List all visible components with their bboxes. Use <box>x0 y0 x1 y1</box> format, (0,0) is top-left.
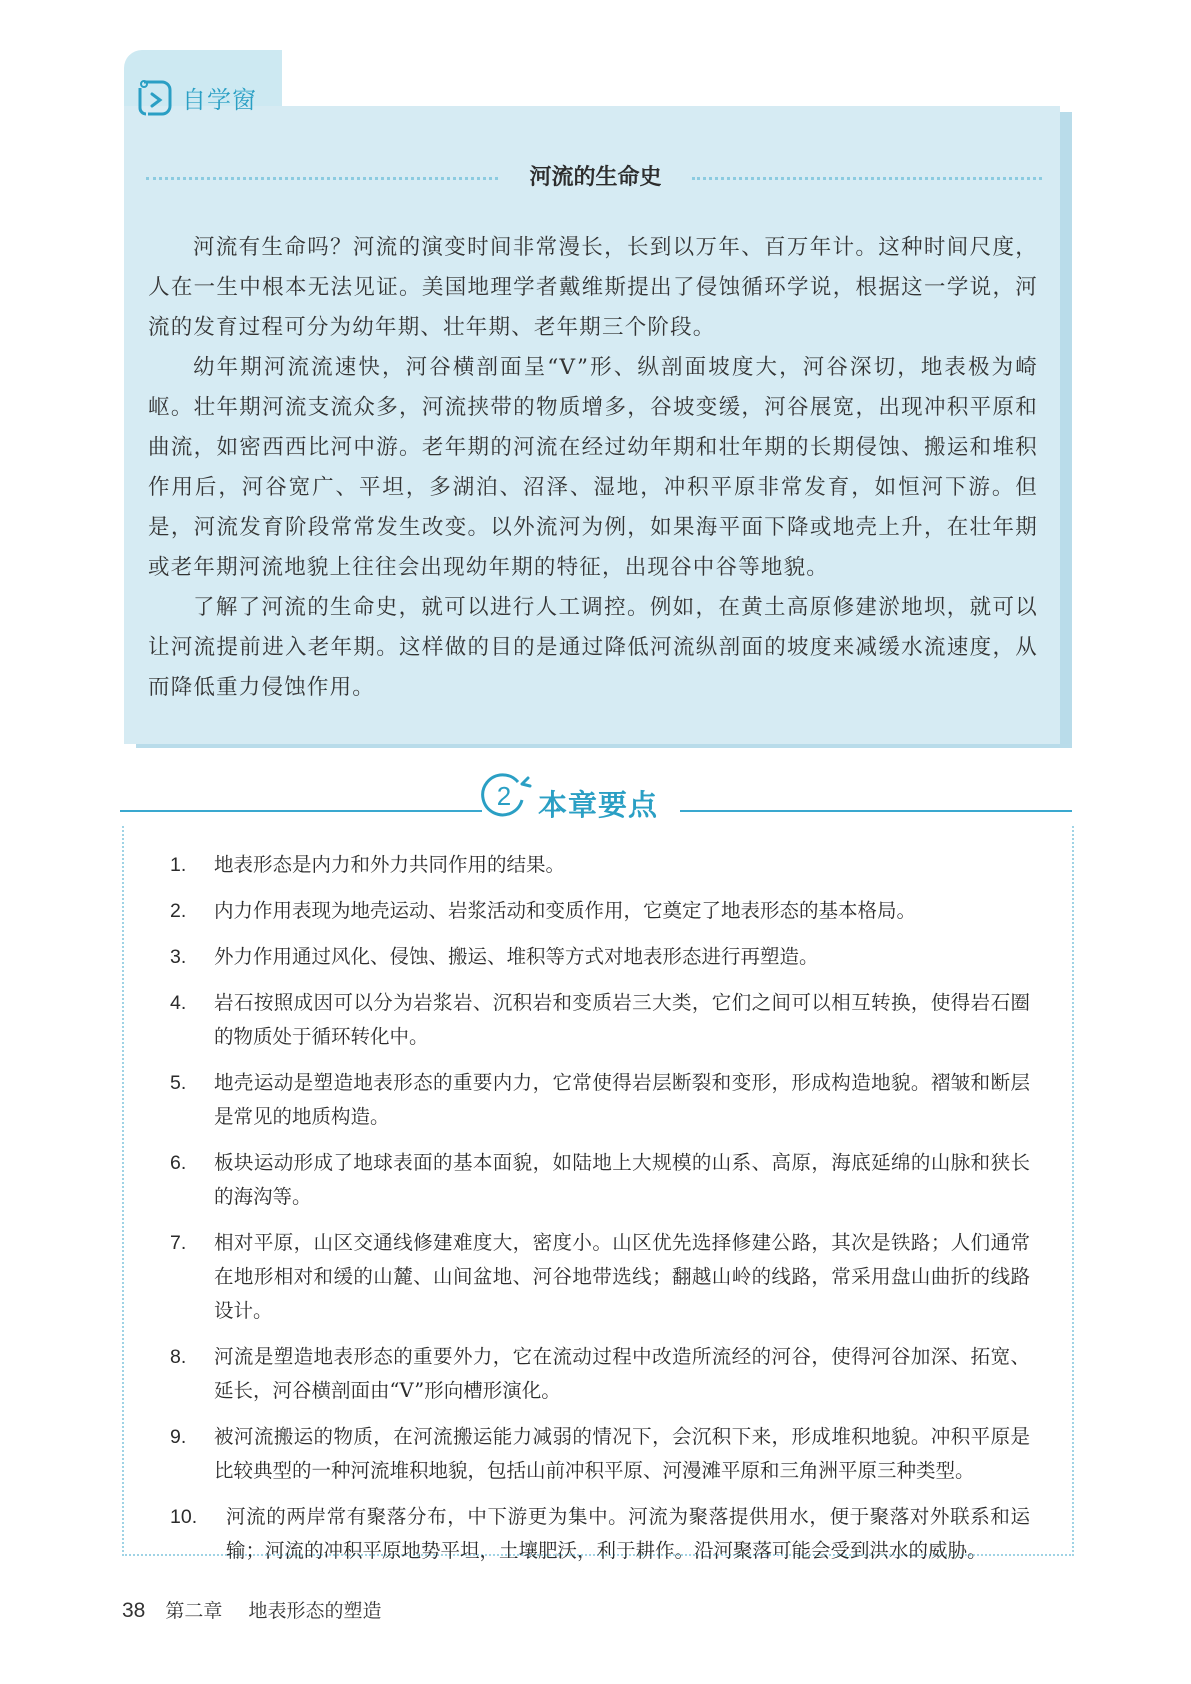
item-text: 外力作用通过风化、侵蚀、搬运、堆积等方式对地表形态进行再塑造。 <box>214 945 819 968</box>
item-number: 8. <box>170 1346 187 1368</box>
item-number: 3. <box>170 946 187 968</box>
item-text: 岩石按照成因可以分为岩浆岩、沉积岩和变质岩三大类，它们之间可以相互转换，使得岩石圈的物质处于循环转化中。 <box>214 991 1030 1048</box>
self-study-icon <box>136 78 174 118</box>
sidebar-box-heading: 河流的生命史 <box>529 165 662 190</box>
item-text: 河流的两岸常有聚落分布，中下游更为集中。河流为聚落提供用水，便于聚落对外联系和运输；河流的冲积平原地势平坦，土壤肥沃，利于耕作。沿河聚落可能会受到洪水的威胁。 <box>226 1505 1030 1562</box>
section-title: 本章要点 <box>538 788 659 822</box>
item-text: 板块运动形成了地球表面的基本面貌，如陆地上大规模的山系、高原，海底延绵的山脉和狭长的海沟等。 <box>214 1151 1030 1208</box>
item-number: 5. <box>170 1072 187 1094</box>
item-text: 地壳运动是塑造地表形态的重要内力，它常使得岩层断裂和变形，形成构造地貌。褶皱和断层是常见的地质构造。 <box>214 1071 1030 1128</box>
section-number: 2 <box>496 781 512 811</box>
chapter-label: 第二章 <box>165 1600 223 1622</box>
list-item <box>170 848 1030 882</box>
list-item <box>170 1226 1030 1328</box>
sidebar-paragraph: 河流有生命吗？河流的演变时间非常漫长，长到以万年、百万年计。这种时间尺度，人在一生中根本无法见证。美国地理学者戴维斯提出了侵蚀循环学说，根据这一学说，河流的发育过程可分为幼年期、壮年期、老年期三个阶段。 <box>148 235 1038 340</box>
sidebar-box-label: 自学窗 <box>182 86 257 114</box>
item-number: 6. <box>170 1152 187 1174</box>
sidebar-paragraph: 幼年期河流流速快，河谷横剖面呈“V”形、纵剖面坡度大，河谷深切，地表极为崎岖。壮年期河流支流众多，河流挟带的物质增多，谷坡变缓，河谷展宽，出现冲积平原和曲流，如密西西比河中游。老年期的河流在经过幼年期和壮年期的长期侵蚀、搬运和堆积作用后，河谷宽广、平坦，多湖泊、沼泽、湿地，冲积平原非常发育，如恒河下游。但是，河流发育阶段常常发生改变。以外流河为例，如果海平面下降或地壳上升，在壮年期或老年期河流地貌上往往会出现幼年期的特征，出现谷中谷等地貌。 <box>148 355 1038 580</box>
item-text: 被河流搬运的物质，在河流搬运能力减弱的情况下，会沉积下来，形成堆积地貌。冲积平原是比较典型的一种河流堆积地貌，包括山前冲积平原、河漫滩平原和三角洲平原三种类型。 <box>214 1425 1030 1482</box>
item-text: 地表形态是内力和外力共同作用的结果。 <box>214 853 566 876</box>
chapter-points-list <box>170 848 1030 1580</box>
list-item <box>170 1420 1030 1488</box>
list-item <box>170 986 1030 1054</box>
page-number: 38 <box>122 1599 146 1622</box>
list-item <box>170 1340 1030 1408</box>
list-item <box>170 940 1030 974</box>
item-number: 7. <box>170 1232 187 1254</box>
item-number: 4. <box>170 992 187 1014</box>
section-number-badge-icon <box>478 770 534 822</box>
item-number: 9. <box>170 1426 187 1448</box>
list-item <box>170 1146 1030 1214</box>
chapter-title: 地表形态的塑造 <box>248 1600 382 1622</box>
section-rule-right <box>680 810 1072 812</box>
sidebar-box-tab-fold <box>258 50 282 110</box>
item-text: 内力作用表现为地壳运动、岩浆活动和变质作用，它奠定了地表形态的基本格局。 <box>214 899 917 922</box>
item-number: 10. <box>170 1506 198 1528</box>
page-footer <box>122 1596 381 1623</box>
sidebar-paragraph: 了解了河流的生命史，就可以进行人工调控。例如，在黄土高原修建淤地坝，就可以让河流提前进入老年期。这样做的目的是通过降低河流纵剖面的坡度来减缓水流速度，从而降低重力侵蚀作用。 <box>148 595 1038 700</box>
item-text: 相对平原，山区交通线修建难度大，密度小。山区优先选择修建公路，其次是铁路；人们通常在地形相对和缓的山麓、山间盆地、河谷地带选线；翻越山岭的线路，常采用盘山曲折的线路设计。 <box>214 1231 1030 1322</box>
list-item <box>170 1066 1030 1134</box>
item-text: 河流是塑造地表形态的重要外力，它在流动过程中改造所流经的河谷，使得河谷加深、拓宽、延长，河谷横剖面由“V”形向槽形演化。 <box>214 1345 1030 1402</box>
item-number: 2. <box>170 900 187 922</box>
item-number: 1. <box>170 854 187 876</box>
list-item <box>170 1500 1030 1568</box>
section-rule-left <box>120 810 482 812</box>
list-item <box>170 894 1030 928</box>
sidebar-box-body <box>148 228 1038 708</box>
